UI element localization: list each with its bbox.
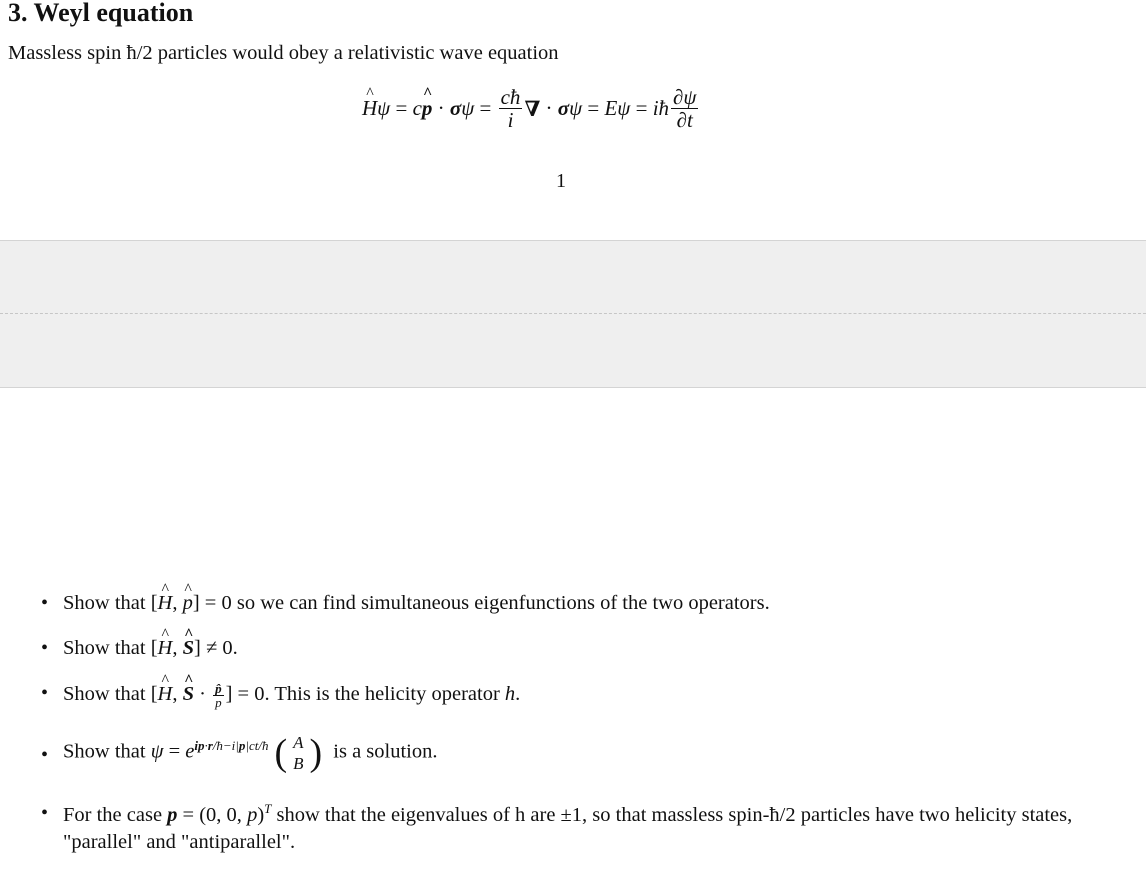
bullet-icon: •	[41, 802, 49, 824]
bullet-icon: •	[41, 682, 49, 704]
page-break-gap	[0, 240, 1146, 388]
spinor-vector: ( A B )	[274, 732, 323, 774]
bullet-icon: •	[41, 744, 49, 766]
bullet-icon: •	[41, 592, 49, 614]
weyl-equation: ^ H ψ = c ^ p · σ ψ = $\frac{cħ}{i}$ ∇ · σ ψ = Eψ = iħ $\frac{\partial\psi}{\partial t}$	[362, 86, 700, 131]
page-break-line	[0, 313, 1146, 314]
section-title: 3. Weyl equation	[8, 0, 194, 27]
intro-text: Massless spin ħ/2 particles would obey a relativistic wave equation	[8, 42, 559, 64]
bullet-icon: •	[41, 637, 49, 659]
page-number: 1	[556, 170, 566, 192]
